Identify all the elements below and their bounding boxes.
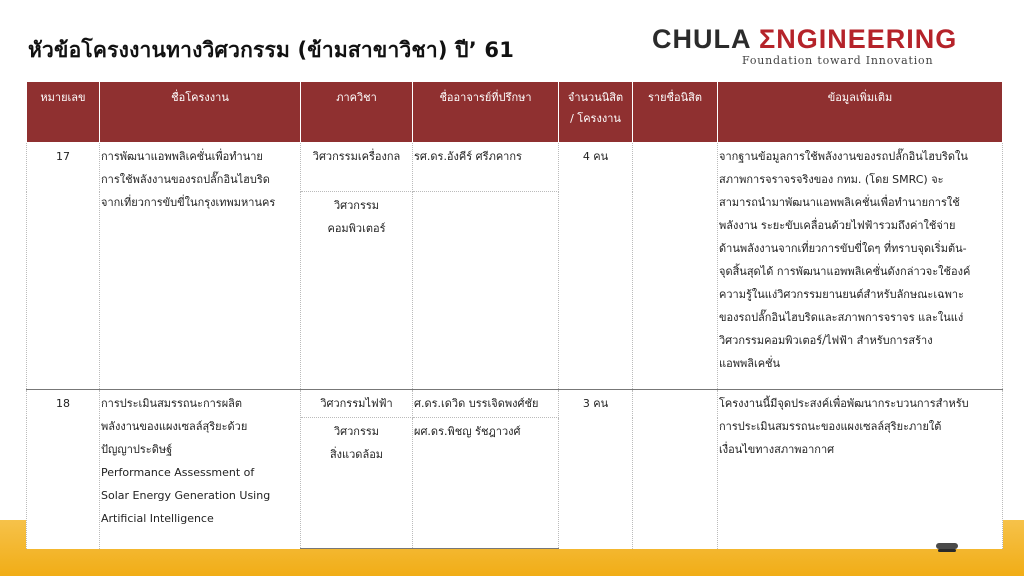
student-names: [633, 390, 718, 549]
project-title: การประเมินสมรรถนะการผลิต พลังงานของแผงเซลล์สุริยะด้วย ปัญญาประดิษฐ์ Performance Assessment of Solar Energy Generation Using Artificial Intelligence: [100, 390, 301, 549]
header-student-names: รายชื่อนิสิต: [633, 82, 718, 143]
student-names: [633, 143, 718, 390]
logo-wordmark: [652, 24, 1000, 55]
table-row: [27, 390, 1003, 418]
header-department: ภาควิชา: [301, 82, 413, 143]
slide-indicator-icon: [934, 540, 960, 554]
advisor-primary: ศ.ดร.เดวิด บรรเจิดพงศ์ชัย: [413, 390, 559, 418]
advisor-secondary: ผศ.ดร.พิชญ รัชฎาวงศ์: [413, 418, 559, 549]
chula-engineering-logo: [652, 24, 1000, 70]
table-row: [27, 143, 1003, 192]
department-primary: วิศวกรรมเครื่องกล: [301, 143, 413, 192]
department-secondary: วิศวกรรม สิ่งแวดล้อม: [301, 418, 413, 549]
header-number: หมายเลข: [27, 82, 100, 143]
logo-chula-text: CHULA: [652, 24, 759, 54]
table-header-row: [27, 82, 1003, 143]
department-primary: วิศวกรรมไฟฟ้า: [301, 390, 413, 418]
department-secondary: วิศวกรรม คอมพิวเตอร์: [301, 192, 413, 390]
project-title: การพัฒนาแอพพลิเคชั่นเพื่อทำนาย การใช้พลังงานของรถปลั๊กอินไฮบริด จากเที่ยวการขับขี่ในกรุงเทพมหานคร: [100, 143, 301, 390]
advisor-secondary: [413, 192, 559, 390]
student-count: 3 คน: [559, 390, 633, 549]
project-table: [26, 81, 1003, 549]
project-info: โครงงานนี้มีจุดประสงค์เพื่อพัฒนากระบวนการสำหรับ การประเมินสมรรถนะของแผงเซลล์สุริยะภายใต้ เงื่อนไขทางสภาพอากาศ: [718, 390, 1003, 549]
page-title: หัวข้อโครงงานทางวิศวกรรม (ข้ามสาขาวิชา) ปี’ 61: [28, 38, 515, 62]
header-project-name: ชื่อโครงงาน: [100, 82, 301, 143]
logo-engineering-text: ΣNGINEERING: [759, 24, 958, 54]
project-number: 17: [27, 143, 100, 390]
project-info: จากฐานข้อมูลการใช้พลังงานของรถปลั๊กอินไฮบริดใน สภาพการจราจรจริงของ กทม. (โดย SMRC) จะ สามารถนำมาพัฒนาแอพพลิเคชั่นเพื่อทำนายการใช้ พลังงาน ระยะขับเคลื่อนด้วยไฟฟ้ารวมถึงค่าใช้จ่าย ด้านพลังงานจากเที่ยวการขับขี่ใดๆ ที่ทราบจุดเริ่มต้น- จุดสิ้นสุดได้ การพัฒนาแอพพลิเคชั่นดังกล่าวจะใช้องค์ ความรู้ในแง่วิศวกรรมยานยนต์สำหรับลักษณะเฉพาะ ของรถปลั๊กอินไฮบริดและสภาพการจราจร และในแง่ วิศวกรรมคอมพิวเตอร์/ไฟฟ้า สำหรับการสร้าง แอพพลิเคชั่น: [718, 143, 1003, 390]
project-number: 18: [27, 390, 100, 549]
advisor-primary: รศ.ดร.อังคีร์ ศรีภคากร: [413, 143, 559, 192]
logo-tagline: Foundation toward Innovation: [742, 54, 934, 67]
student-count: 4 คน: [559, 143, 633, 390]
header-additional-info: ข้อมูลเพิ่มเติม: [718, 82, 1003, 143]
header-student-count: จำนวนนิสิต / โครงงาน: [559, 82, 633, 143]
header-advisor: ชื่ออาจารย์ที่ปรึกษา: [413, 82, 559, 143]
